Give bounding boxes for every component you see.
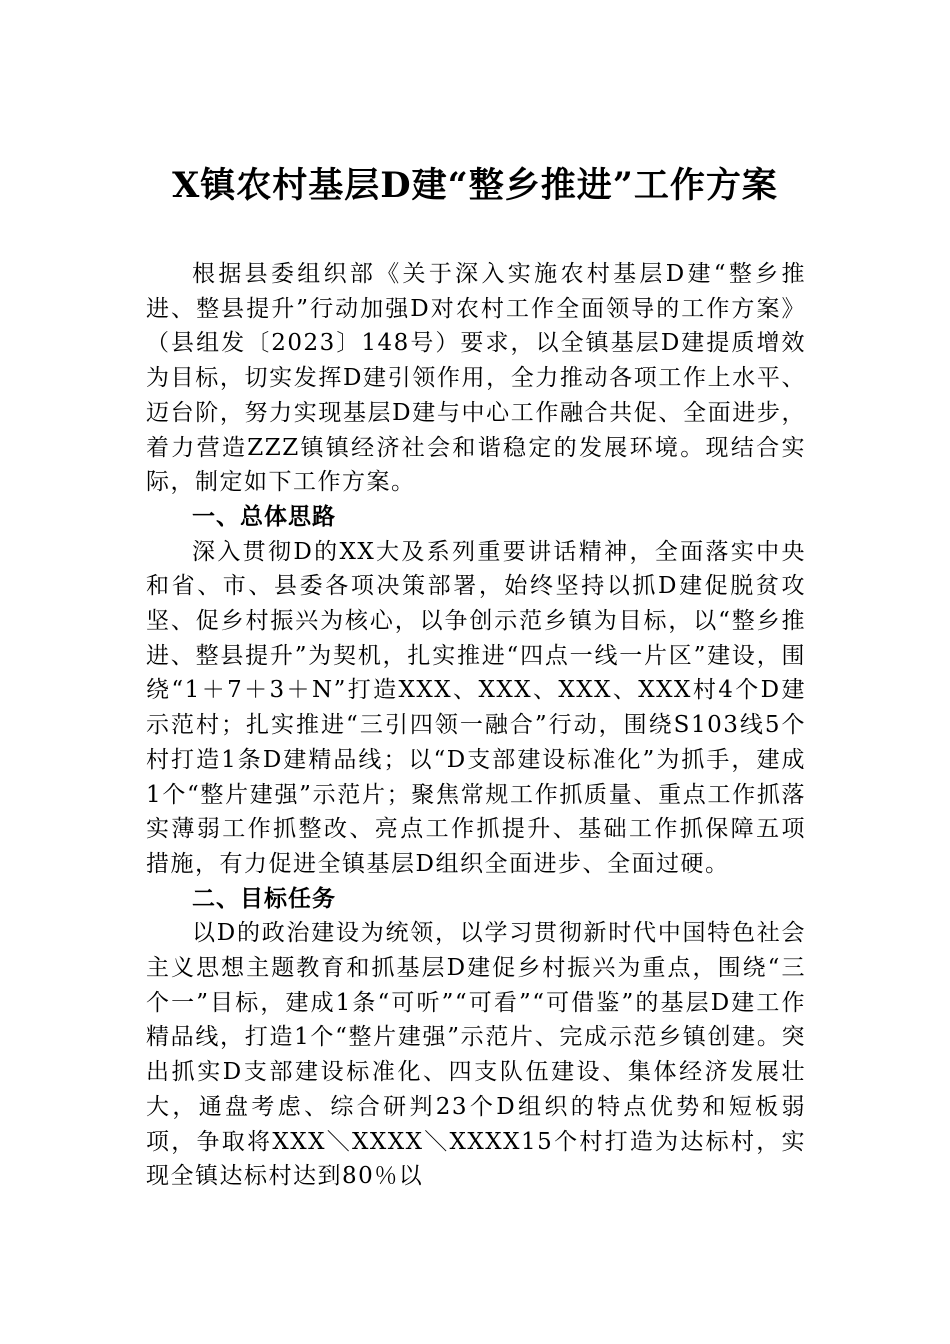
document-title: X镇农村基层D建“整乡推进”工作方案 <box>172 165 778 206</box>
section-body-goals-tasks: 以D的政治建设为统领，以学习贯彻新时代中国特色社会主义思想主题教育和抓基层D建促乡村振兴为重点，围绕“三个一”目标，建成1条“可听”“可看”“可借鉴”的基层D建工作精品线，打造1个“整片建强”示范片、完成示范乡镇创建。突出抓实D支部建设标准化、四支队伍建设、集体经济发展壮大，通盘考虑、综合研判23个D组织的特点优势和短板弱项，争取将XXX＼XXXX＼XXXX15个村打造为达标村，实现全镇达标村达到80％以 <box>146 920 806 1190</box>
section-heading-goals-tasks: 二、目标任务 <box>192 885 336 912</box>
section-heading-overall-approach: 一、总体思路 <box>192 503 336 530</box>
document-body <box>146 257 806 1194</box>
intro-paragraph: 根据县委组织部《关于深入实施农村基层D建“整乡推进、整县提升”行动加强D对农村工作全面领导的工作方案》（县组发〔2023〕148号）要求，以全镇基层D建提质增效为目标，切实发挥D建引领作用，全力推动各项工作上水平、迈台阶，努力实现基层D建与中心工作融合共促、全面进步，着力营造ZZZ镇镇经济社会和谐稳定的发展环境。现结合实际，制定如下工作方案。 <box>146 261 806 496</box>
section-body-overall-approach: 深入贯彻D的XX大及系列重要讲话精神，全面落实中央和省、市、县委各项决策部署，始终坚持以抓D建促脱贫攻坚、促乡村振兴为核心，以争创示范乡镇为目标，以“整乡推进、整县提升”为契机，扎实推进“四点一线一片区”建设，围绕“1＋7＋3＋N”打造XXX、XXX、XXX、XXX村4个D建示范村；扎实推进“三引四领一融合”行动，围绕S103线5个村打造1条D建精品线；以“D支部建设标准化”为抓手，建成1个“整片建强”示范片；聚焦常规工作抓质量、重点工作抓落实薄弱工作抓整改、亮点工作抓提升、基础工作抓保障五项措施，有力促进全镇基层D组织全面进步、全面过硬。 <box>146 538 806 877</box>
